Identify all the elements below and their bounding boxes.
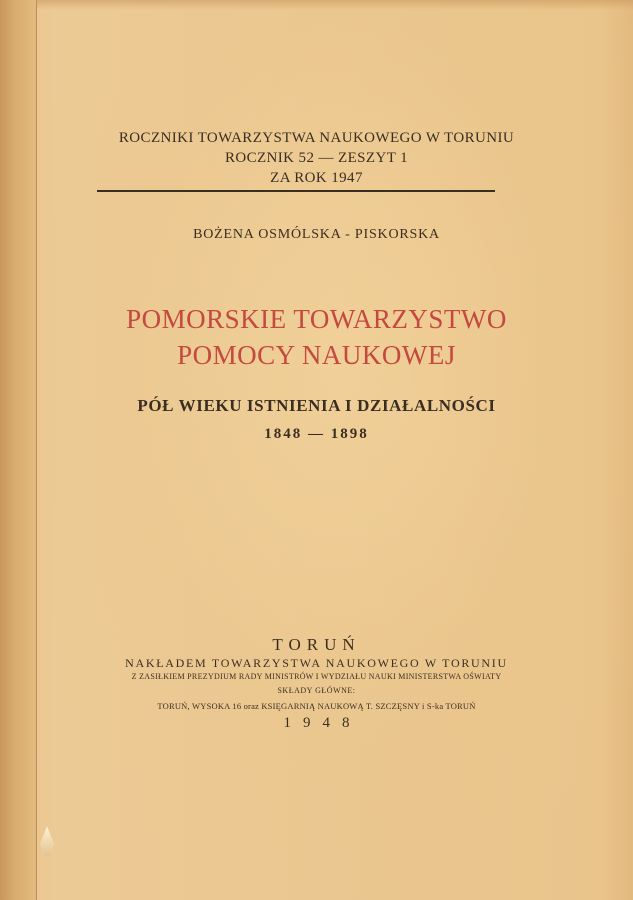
book-subtitle: PÓŁ WIEKU ISTNIENIA I DZIAŁALNOŚCI bbox=[137, 396, 496, 415]
imprint-warehouses: SKŁADY GŁÓWNE: bbox=[277, 686, 356, 695]
imprint-year: 1948 bbox=[283, 715, 362, 731]
imprint-address: TORUŃ, WYSOKA 16 oraz KSIĘGARNIĄ NAUKOWĄ T. SZCZĘSNY i S-ka TORUŃ bbox=[157, 701, 476, 711]
imprint-support: Z ZASIŁKIEM PREZYDIUM RADY MINISTRÓW I WYDZIAŁU NAUKI MINISTERSTWA OŚWIATY bbox=[131, 672, 502, 681]
cover-top-edge bbox=[36, 0, 633, 10]
series-volume: ROCZNIK 52 — ZESZYT 1 bbox=[224, 150, 409, 166]
series-title: ROCZNIKI TOWARZYSTWA NAUKOWEGO W TORUNIU bbox=[118, 130, 515, 146]
header-divider bbox=[97, 190, 495, 192]
book-years: 1848 — 1898 bbox=[264, 426, 369, 442]
series-year: ZA ROK 1947 bbox=[270, 170, 363, 186]
book-title-line-1: POMORSKIE TOWARZYSTWO bbox=[126, 304, 507, 334]
imprint-place: TORUŃ bbox=[272, 635, 361, 654]
paper-fold-mark bbox=[40, 826, 54, 856]
book-title-line-2: POMOCY NAUKOWEJ bbox=[177, 340, 456, 370]
author-name: BOŻENA OSMÓLSKA - PISKORSKA bbox=[193, 227, 440, 242]
imprint-publisher: NAKŁADEM TOWARZYSTWA NAUKOWEGO W TORUNIU bbox=[125, 656, 508, 670]
